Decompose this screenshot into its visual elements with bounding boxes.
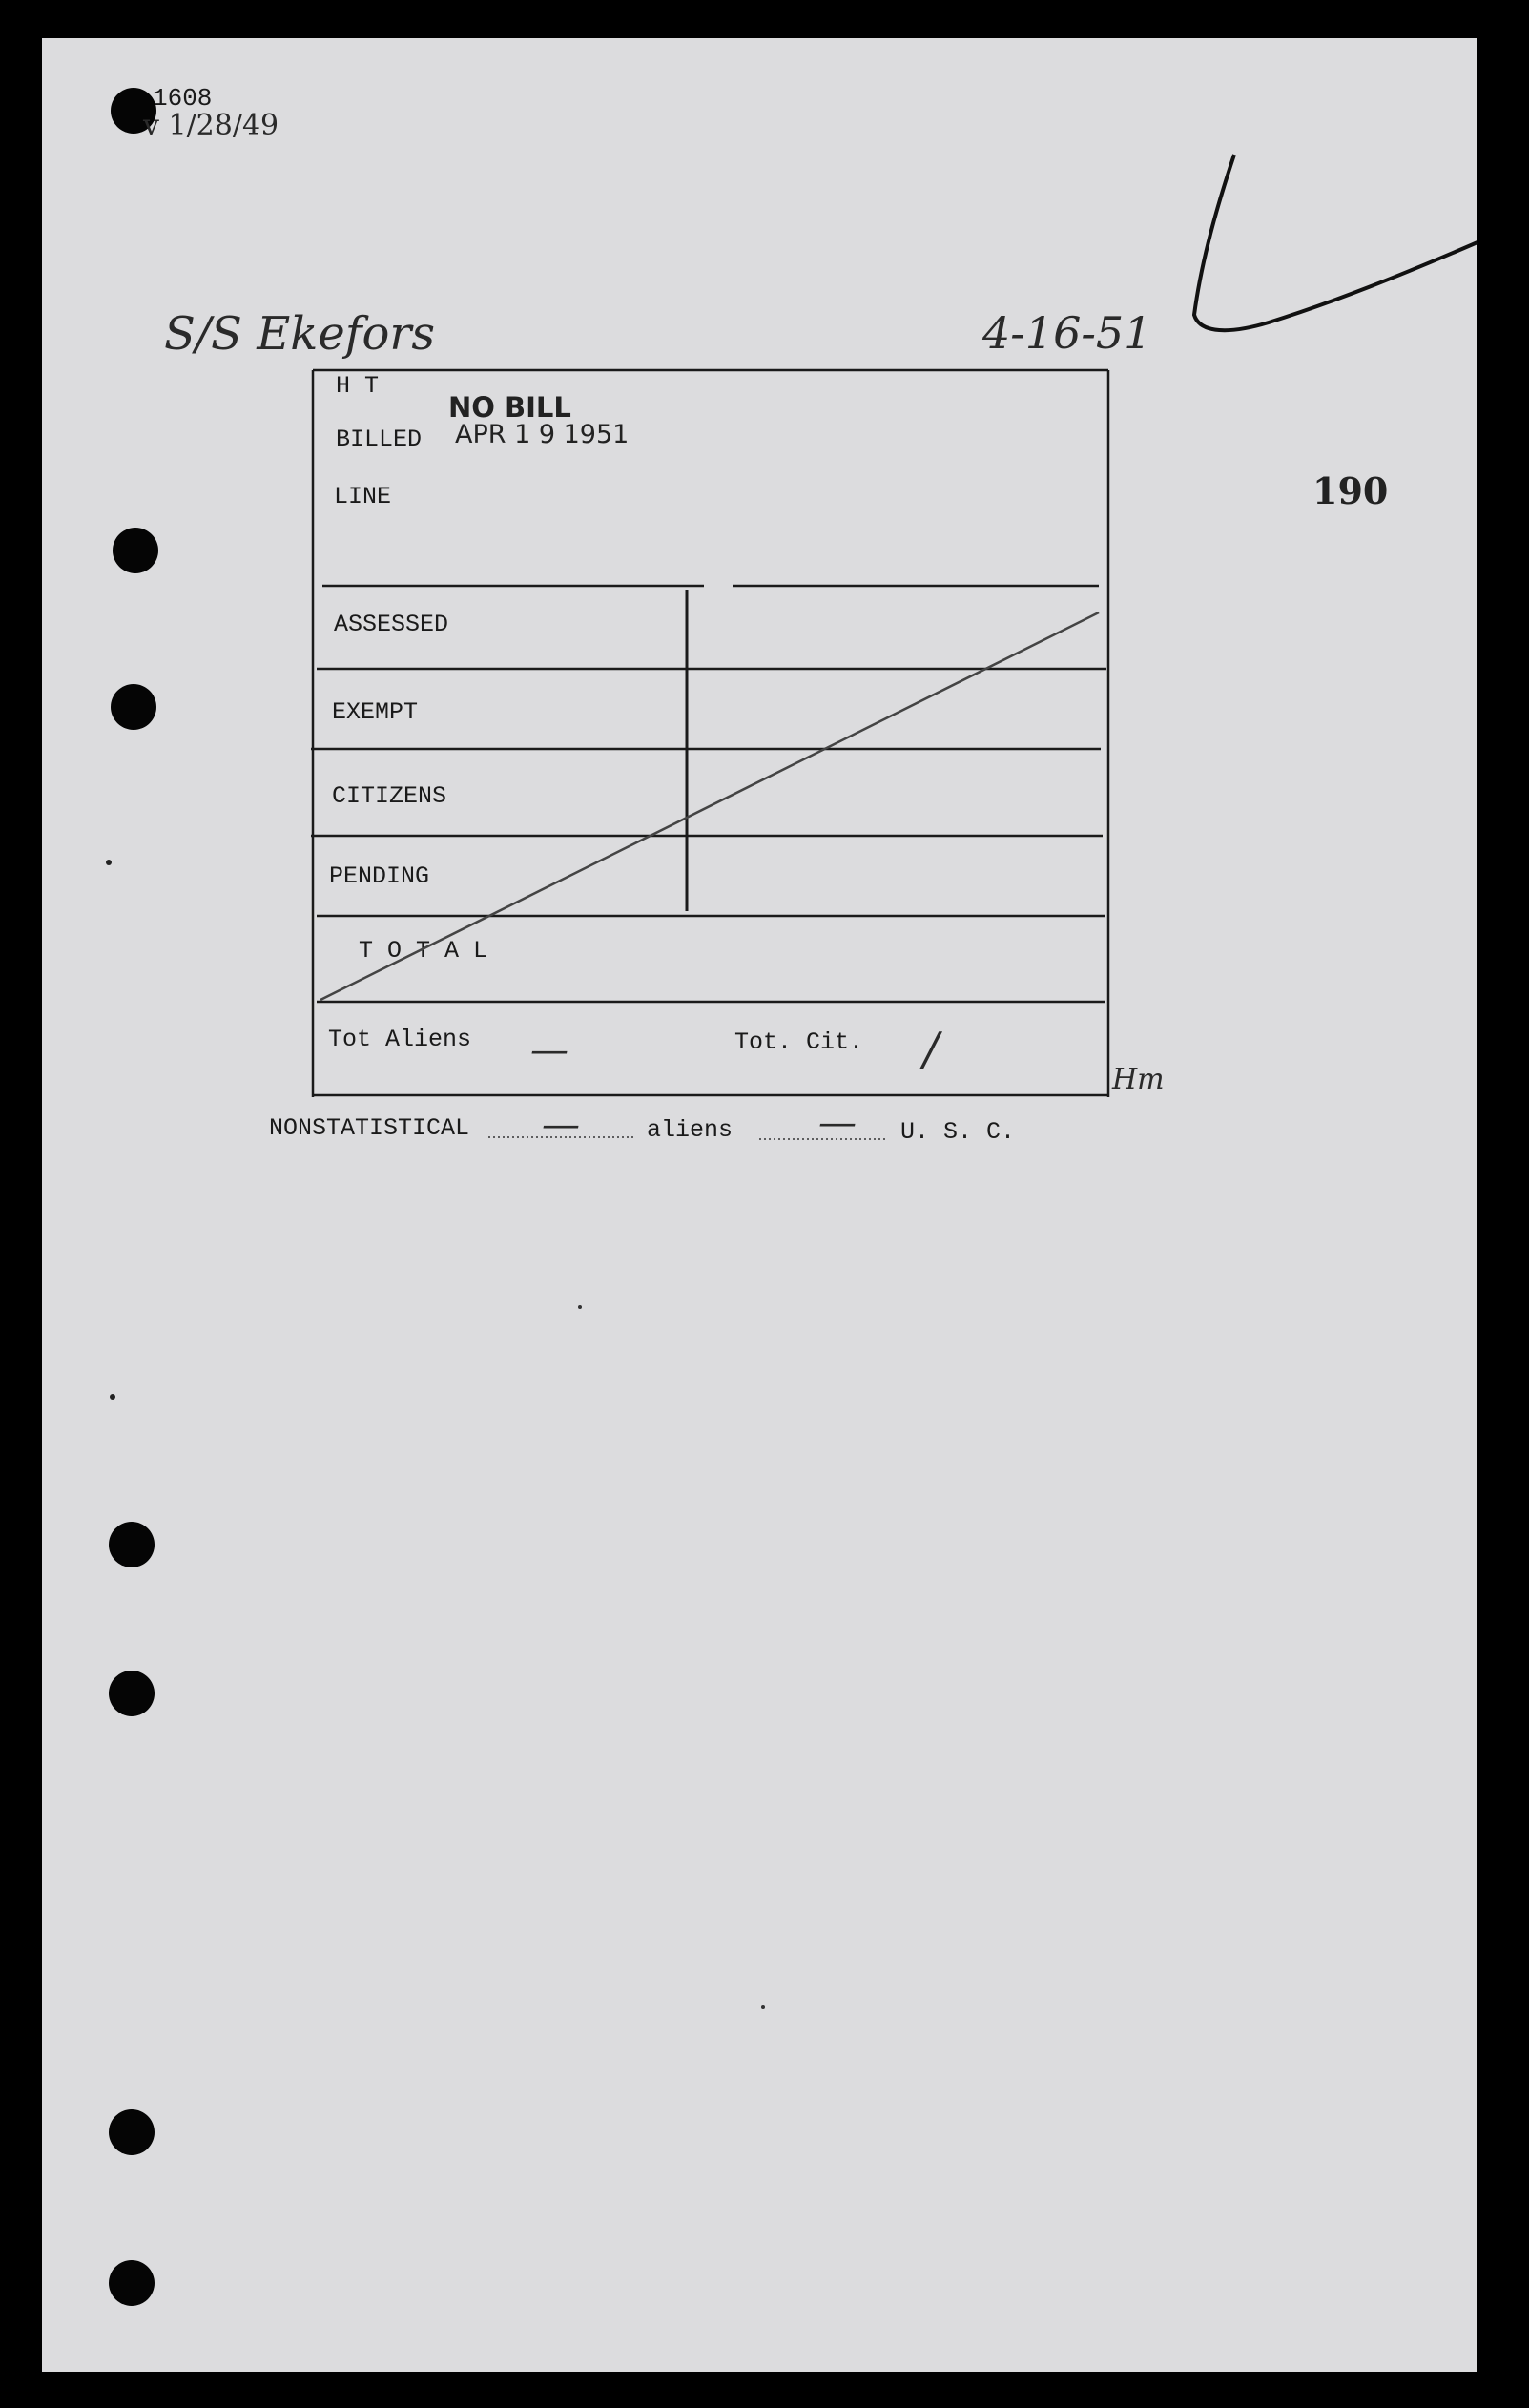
nonstat-usc-value: — bbox=[818, 1101, 857, 1145]
speck bbox=[110, 1394, 115, 1400]
ship-name: S/S Ekefors bbox=[164, 307, 435, 361]
tot-aliens-label: Tot Aliens bbox=[328, 1026, 472, 1053]
form-revision: v 1/28/49 bbox=[143, 109, 279, 142]
row-exempt-label: EXEMPT bbox=[332, 698, 419, 726]
no-bill-stamp: NO BILL bbox=[448, 391, 571, 424]
date-stamp: APR 1 9 1951 bbox=[455, 420, 630, 449]
tot-aliens-value: — bbox=[530, 1028, 568, 1072]
total-label: T O T A L bbox=[359, 937, 488, 965]
check-mark bbox=[1194, 155, 1477, 330]
page-number-stamp: 190 bbox=[1312, 469, 1389, 512]
line-label: LINE bbox=[334, 483, 392, 510]
handwritten-date: 4-16-51 bbox=[982, 307, 1152, 359]
nonstatistical-label: NONSTATISTICAL bbox=[269, 1114, 470, 1142]
tot-cit-label: Tot. Cit. bbox=[734, 1028, 864, 1056]
tot-cit-value: / bbox=[923, 1023, 940, 1076]
form-number: 1608 bbox=[153, 84, 213, 113]
ht-label: H T bbox=[336, 372, 380, 400]
usc-label: U. S. C. bbox=[900, 1118, 1016, 1146]
aliens-label: aliens bbox=[647, 1116, 734, 1144]
speck bbox=[578, 1305, 582, 1309]
row-citizens-label: CITIZENS bbox=[332, 782, 447, 810]
row-assessed-label: ASSESSED bbox=[334, 611, 449, 638]
billed-label: BILLED bbox=[336, 426, 423, 453]
cancel-diagonal bbox=[320, 612, 1099, 1000]
speck bbox=[761, 2005, 765, 2009]
nonstat-aliens-value: — bbox=[542, 1103, 580, 1147]
speck bbox=[106, 860, 112, 865]
row-pending-label: PENDING bbox=[329, 862, 430, 890]
initials: Hm bbox=[1112, 1063, 1165, 1096]
